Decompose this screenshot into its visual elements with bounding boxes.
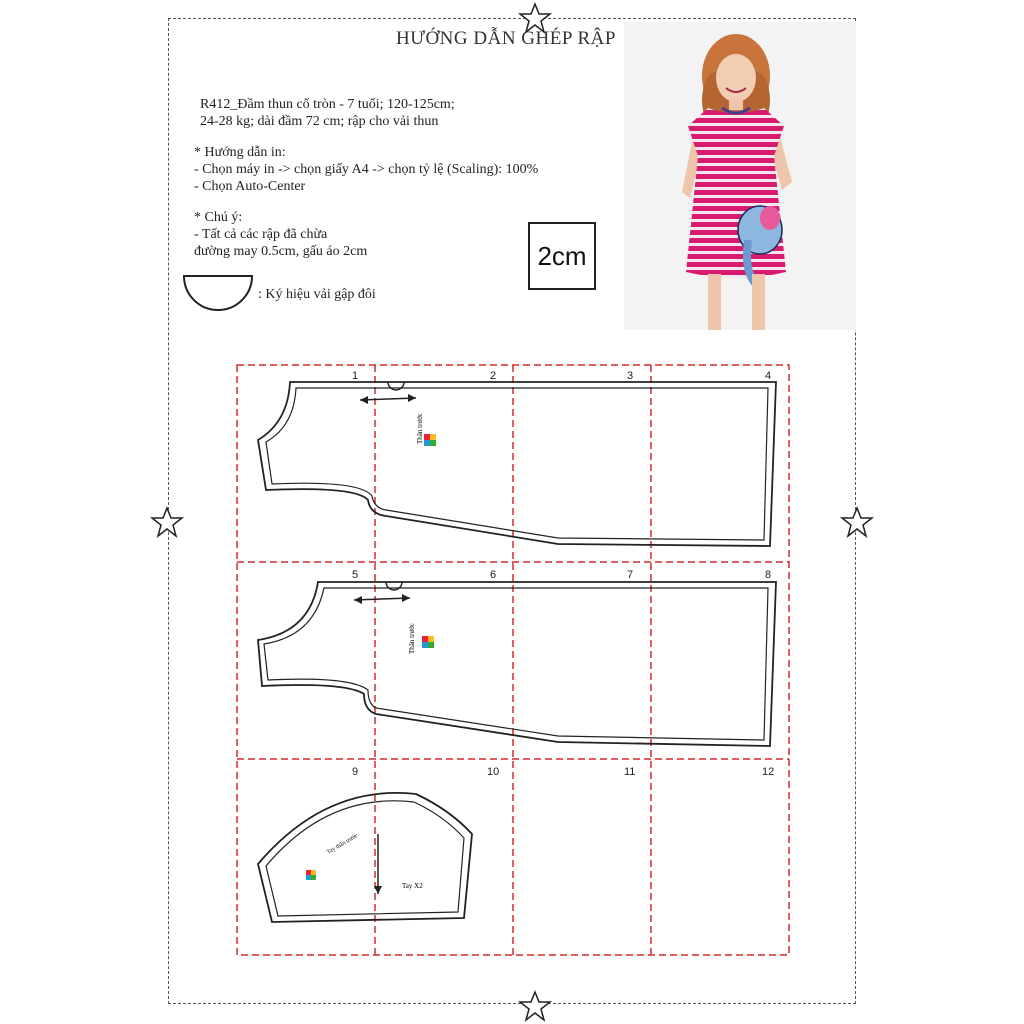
- brand-logo: [424, 434, 436, 446]
- star-icon: [150, 506, 184, 538]
- note-line-1: - Tất cả các rập đã chừa: [194, 227, 328, 242]
- scale-check-box: 2cm: [528, 222, 596, 290]
- tile-number: 7: [627, 569, 634, 581]
- tile-number: 2: [490, 370, 497, 382]
- note-heading: * Chú ý:: [194, 210, 243, 225]
- product-line-1: R412_Đầm thun cổ tròn - 7 tuổi; 120-125cm;: [200, 97, 455, 112]
- tile-number: 10: [487, 766, 500, 778]
- neck-notch: [388, 382, 404, 390]
- note-line-2: đường may 0.5cm, gấu áo 2cm: [194, 244, 368, 259]
- tile-number: 5: [352, 569, 359, 581]
- neck-notch: [386, 582, 402, 590]
- tile-number: 1: [352, 370, 359, 382]
- pattern-tile-grid: [236, 364, 792, 958]
- brand-logo: [306, 870, 316, 880]
- page-title: HƯỚNG DẪN GHÉP RẬP: [396, 28, 616, 49]
- star-icon: [518, 990, 552, 1022]
- tile-number: 12: [762, 766, 775, 778]
- fold-symbol-icon: [182, 272, 254, 314]
- tile-grid-lines: [237, 365, 789, 955]
- print-guide-heading: * Hướng dẫn in:: [194, 145, 286, 160]
- fold-symbol-label: : Ký hiệu vải gập đôi: [258, 287, 376, 302]
- star-icon: [840, 506, 874, 538]
- sleeve-count-label: Tay X2: [402, 882, 423, 890]
- front-body-piece: [258, 382, 776, 546]
- front-body-label: Thân trước: [416, 412, 424, 444]
- tile-number: 3: [627, 370, 634, 382]
- grain-arrow-icon: [354, 594, 410, 604]
- print-guide-step-1: - Chọn máy in -> chọn giấy A4 -> chọn tỷ lệ (Scaling): 100%: [194, 162, 539, 177]
- tile-number: 6: [490, 569, 497, 581]
- back-body-piece: [258, 582, 776, 746]
- brand-logo: [422, 636, 434, 648]
- back-body-label: Thân trước: [408, 622, 416, 654]
- tile-number: 4: [765, 370, 772, 382]
- sleeve-piece: [258, 793, 472, 922]
- print-guide-step-2: - Chọn Auto-Center: [194, 179, 306, 194]
- tile-number: 11: [624, 766, 636, 778]
- product-photo: [624, 22, 856, 330]
- tile-number: 8: [765, 569, 772, 581]
- sleeve-label: Tay thân trước: [326, 833, 360, 856]
- grain-arrow-icon: [360, 394, 416, 404]
- product-line-2: 24-28 kg; dài đầm 72 cm; rập cho vải thun: [200, 114, 439, 129]
- grain-arrow-icon: [374, 886, 382, 894]
- tile-number: 9: [352, 766, 359, 778]
